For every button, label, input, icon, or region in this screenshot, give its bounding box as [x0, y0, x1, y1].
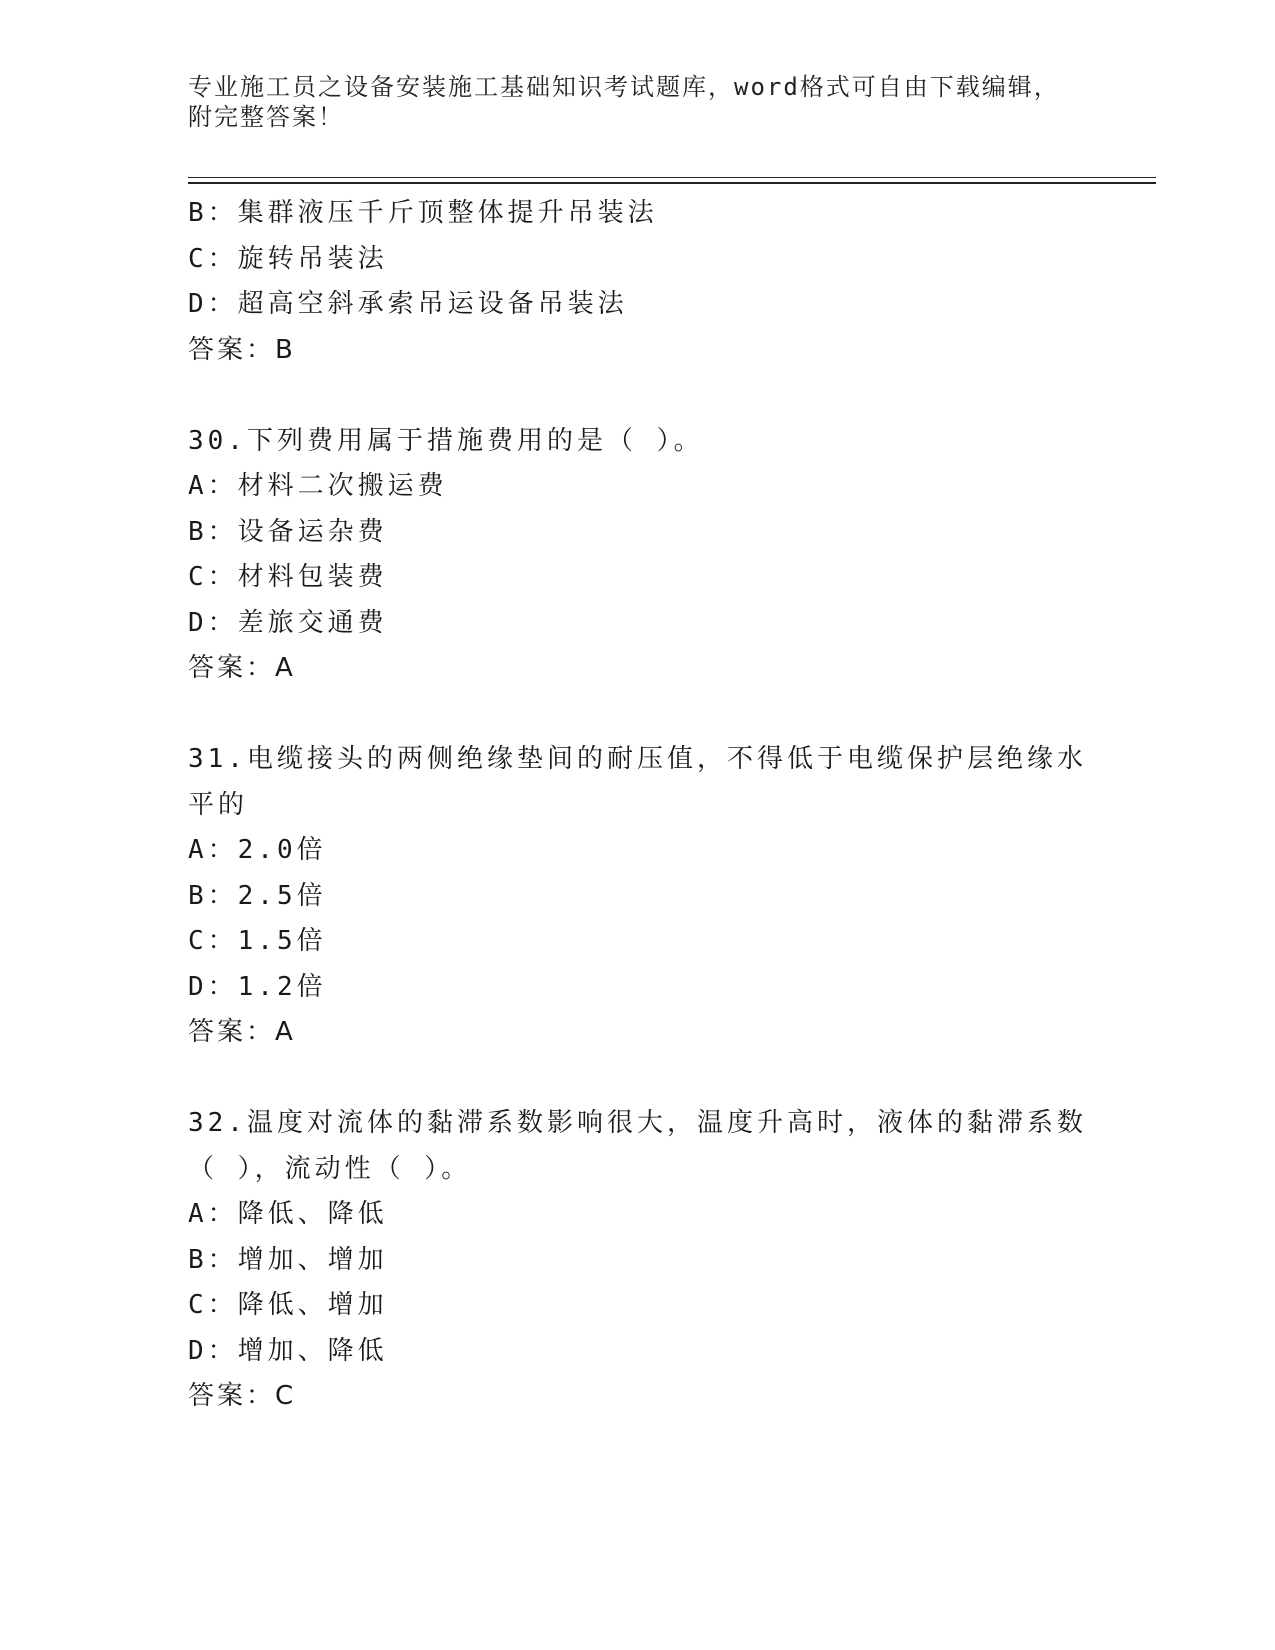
option-c: C：1.5倍	[188, 926, 327, 956]
question-title: 31.电缆接头的两侧绝缘垫间的耐压值，不得低于电缆保护层绝缘水平的	[188, 744, 1087, 820]
question-title: 32.温度对流体的黏滞系数影响很大，温度升高时，液体的黏滞系数（ ），流动性（ ）。	[188, 1108, 1087, 1184]
question-block-30	[188, 419, 1088, 692]
question-list	[188, 191, 1088, 1420]
option-c: C：旋转吊装法	[188, 243, 388, 274]
option-a: A：降低、降低	[188, 1199, 388, 1229]
question-block-31	[188, 737, 1088, 1056]
option-a: A：材料二次搬运费	[188, 471, 448, 501]
option-a: A：2.0倍	[188, 835, 327, 865]
question-block-29	[188, 191, 1088, 373]
header-divider-thin	[188, 177, 1156, 178]
spacer	[188, 1056, 1088, 1102]
header-divider-thick	[188, 182, 1156, 184]
answer-line: 答案：A	[188, 653, 296, 683]
option-d: D：增加、降低	[188, 1335, 388, 1366]
answer-line: 答案：A	[188, 1017, 296, 1047]
question-block-32	[188, 1101, 1088, 1420]
option-b: B：集群液压千斤顶整体提升吊装法	[188, 198, 658, 228]
answer-line: 答案：B	[188, 334, 296, 365]
spacer	[188, 692, 1088, 738]
spacer	[188, 373, 1088, 419]
option-b: B：设备运杂费	[188, 516, 388, 547]
option-b: B：增加、增加	[188, 1244, 388, 1275]
option-d: D：超高空斜承索吊运设备吊装法	[188, 289, 628, 319]
option-c: C：材料包装费	[188, 562, 388, 592]
document-header: 专业施工员之设备安装施工基础知识考试题库，word格式可自由下载编辑，附完整答案！	[188, 73, 1060, 131]
option-d: D：1.2倍	[188, 971, 327, 1002]
answer-line: 答案：C	[188, 1381, 297, 1411]
option-c: C：降低、增加	[188, 1290, 388, 1320]
question-title: 30.下列费用属于措施费用的是（ ）。	[188, 425, 704, 456]
option-b: B：2.5倍	[188, 880, 327, 911]
option-d: D：差旅交通费	[188, 607, 388, 638]
